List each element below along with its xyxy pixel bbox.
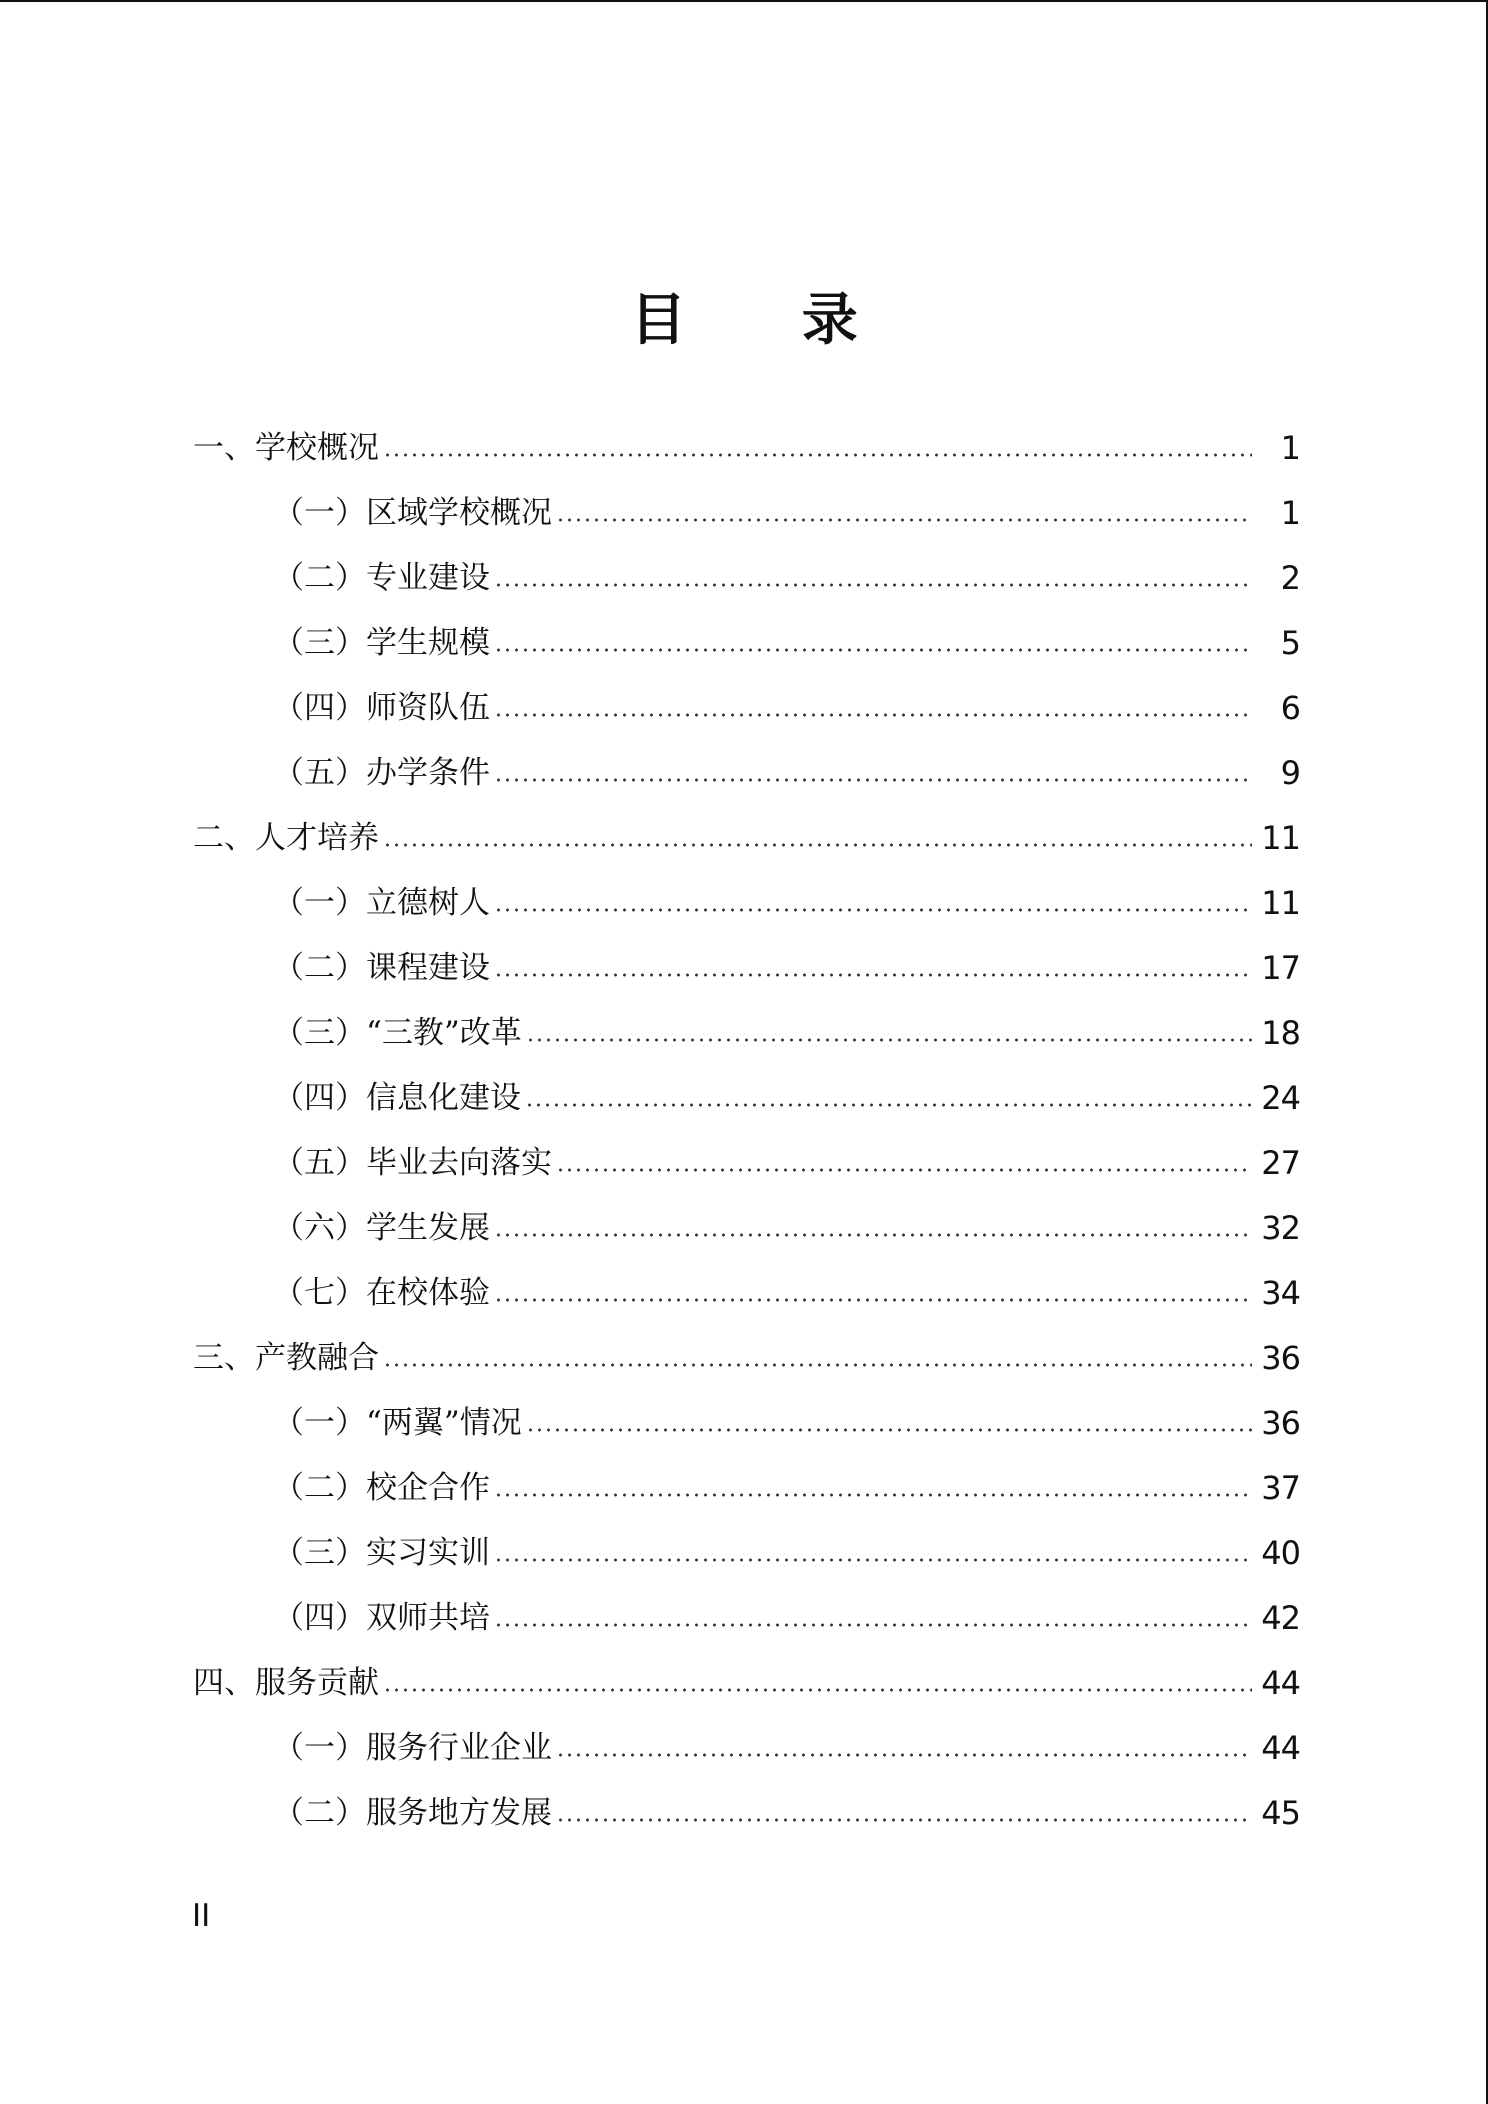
toc-entry-page: 36: [1261, 1339, 1300, 1377]
dot-leader: [383, 449, 1252, 461]
toc-entry-school-enterprise-cooperation[interactable]: [193, 1456, 1300, 1521]
toc-entry-label: （三）学生规模: [273, 625, 490, 661]
page-top-border: [0, 0, 1488, 2]
toc-entry-page: 2: [1280, 559, 1300, 597]
toc-entry-label: （五）办学条件: [273, 755, 490, 791]
toc-entry-label: （一）区域学校概况: [273, 495, 552, 531]
toc-entry-label: 一、学校概况: [193, 430, 379, 466]
dot-leader: [494, 774, 1252, 786]
toc-entry-page: 18: [1261, 1014, 1300, 1052]
dot-leader: [526, 1034, 1252, 1046]
toc-entry-student-scale[interactable]: [193, 611, 1300, 676]
toc-entry-informatization[interactable]: [193, 1066, 1300, 1131]
toc-entry-label: （四）双师共培: [273, 1600, 490, 1636]
table-of-contents: [193, 416, 1300, 1846]
toc-entry-label: （四）信息化建设: [273, 1080, 521, 1116]
toc-entry-label: 四、服务贡献: [193, 1665, 379, 1701]
page-number: II: [192, 1898, 211, 1934]
toc-entry-label: （二）服务地方发展: [273, 1795, 552, 1831]
toc-entry-label: （三）“三教”改革: [273, 1015, 522, 1051]
toc-entry-page: 27: [1261, 1144, 1300, 1182]
toc-entry-page: 11: [1261, 884, 1300, 922]
dot-leader: [494, 1229, 1252, 1241]
dot-leader: [494, 1294, 1252, 1306]
toc-entry-curriculum[interactable]: [193, 936, 1300, 1001]
toc-entry-page: 17: [1261, 949, 1300, 987]
toc-entry-page: 5: [1280, 624, 1300, 662]
toc-entry-page: 40: [1261, 1534, 1300, 1572]
dot-leader: [556, 514, 1252, 526]
dot-leader: [494, 904, 1252, 916]
toc-entry-page: 37: [1261, 1469, 1300, 1507]
dot-leader: [383, 839, 1252, 851]
dot-leader: [494, 709, 1252, 721]
toc-entry-page: 6: [1280, 689, 1300, 727]
dot-leader: [556, 1749, 1252, 1761]
toc-entry-three-reforms[interactable]: [193, 1001, 1300, 1066]
dot-leader: [383, 1359, 1252, 1371]
toc-entry-label: （二）校企合作: [273, 1470, 490, 1506]
toc-entry-service-contribution[interactable]: [193, 1651, 1300, 1716]
toc-entry-talent-cultivation[interactable]: [193, 806, 1300, 871]
toc-entry-school-overview[interactable]: [193, 416, 1300, 481]
toc-title: 目 录: [630, 286, 906, 353]
toc-entry-label: （一）立德树人: [273, 885, 490, 921]
toc-entry-serve-industry-enterprises[interactable]: [193, 1716, 1300, 1781]
toc-entry-label: （四）师资队伍: [273, 690, 490, 726]
dot-leader: [556, 1164, 1252, 1176]
toc-entry-page: 1: [1280, 494, 1300, 532]
toc-entry-page: 45: [1261, 1794, 1300, 1832]
dot-leader: [526, 1424, 1252, 1436]
toc-entry-label: （一）“两翼”情况: [273, 1405, 522, 1441]
toc-entry-page: 34: [1261, 1274, 1300, 1312]
toc-entry-page: 32: [1261, 1209, 1300, 1247]
dot-leader: [494, 1489, 1252, 1501]
toc-entry-page: 24: [1261, 1079, 1300, 1117]
toc-entry-label: （二）专业建设: [273, 560, 490, 596]
toc-entry-page: 36: [1261, 1404, 1300, 1442]
dot-leader: [494, 969, 1252, 981]
toc-entry-dual-teacher-training[interactable]: [193, 1586, 1300, 1651]
toc-entry-label: （三）实习实训: [273, 1535, 490, 1571]
toc-entry-school-conditions[interactable]: [193, 741, 1300, 806]
toc-entry-industry-education-integration[interactable]: [193, 1326, 1300, 1391]
toc-entry-page: 42: [1261, 1599, 1300, 1637]
dot-leader: [494, 1554, 1252, 1566]
dot-leader: [525, 1099, 1252, 1111]
dot-leader: [556, 1814, 1252, 1826]
toc-entry-graduate-placement[interactable]: [193, 1131, 1300, 1196]
dot-leader: [383, 1684, 1252, 1696]
toc-entry-campus-experience[interactable]: [193, 1261, 1300, 1326]
toc-entry-major-construction[interactable]: [193, 546, 1300, 611]
toc-entry-label: （六）学生发展: [273, 1210, 490, 1246]
dot-leader: [494, 644, 1252, 656]
toc-entry-page: 9: [1280, 754, 1300, 792]
toc-entry-page: 44: [1261, 1664, 1300, 1702]
toc-entry-two-wings[interactable]: [193, 1391, 1300, 1456]
toc-entry-regional-school-overview[interactable]: [193, 481, 1300, 546]
toc-entry-label: （五）毕业去向落实: [273, 1145, 552, 1181]
toc-entry-label: （一）服务行业企业: [273, 1730, 552, 1766]
dot-leader: [494, 1619, 1252, 1631]
toc-entry-page: 1: [1280, 429, 1300, 467]
toc-entry-serve-local-development[interactable]: [193, 1781, 1300, 1846]
toc-entry-faculty[interactable]: [193, 676, 1300, 741]
toc-entry-internship-training[interactable]: [193, 1521, 1300, 1586]
toc-entry-label: （七）在校体验: [273, 1275, 490, 1311]
toc-entry-moral-education[interactable]: [193, 871, 1300, 936]
toc-entry-label: 三、产教融合: [193, 1340, 379, 1376]
toc-entry-page: 44: [1261, 1729, 1300, 1767]
dot-leader: [494, 579, 1252, 591]
toc-entry-label: 二、人才培养: [193, 820, 379, 856]
toc-entry-label: （二）课程建设: [273, 950, 490, 986]
toc-entry-student-development[interactable]: [193, 1196, 1300, 1261]
toc-entry-page: 11: [1261, 819, 1300, 857]
